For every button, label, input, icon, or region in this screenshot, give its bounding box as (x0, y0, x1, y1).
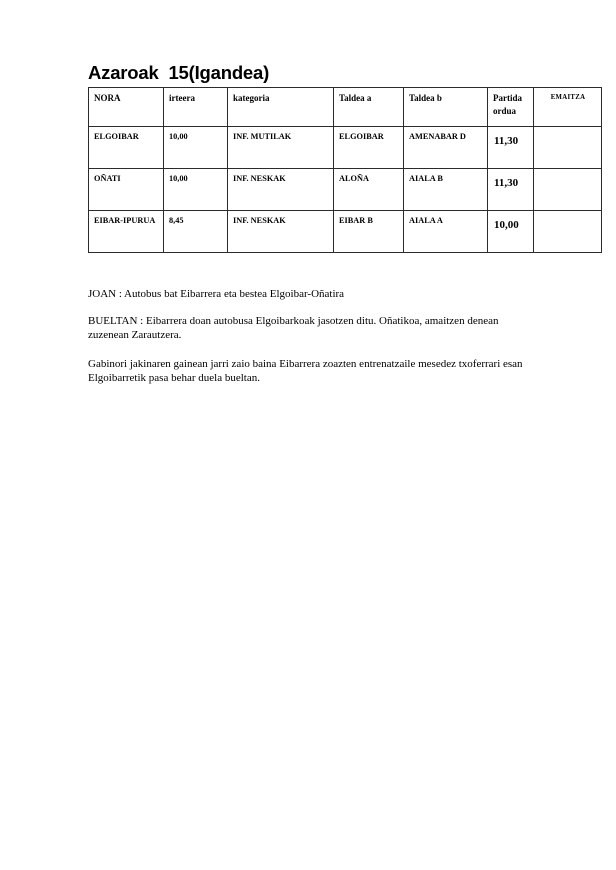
cell-partida-ordua: 11,30 (488, 169, 534, 211)
column-header-irteera: irteera (164, 88, 228, 127)
table-row (89, 169, 602, 211)
column-header-partida-ordua: Partida ordua (488, 88, 534, 127)
table-row (89, 211, 602, 253)
cell-taldea-a: ALOÑA (334, 169, 404, 211)
column-header-emaitza: EMAITZA (534, 88, 602, 127)
cell-emaitza (534, 169, 602, 211)
cell-nora: OÑATI (89, 169, 164, 211)
notes-section (88, 287, 528, 386)
cell-taldea-b: AMENABAR D (404, 127, 488, 169)
cell-kategoria: INF. NESKAK (228, 169, 334, 211)
cell-kategoria: INF. NESKAK (228, 211, 334, 253)
match-schedule-table (88, 87, 602, 253)
cell-taldea-a: EIBAR B (334, 211, 404, 253)
column-header-nora: NORA (89, 88, 164, 127)
table-header-row (89, 88, 602, 127)
cell-taldea-b: AIALA A (404, 211, 488, 253)
cell-irteera: 10,00 (164, 169, 228, 211)
cell-emaitza (534, 127, 602, 169)
cell-irteera: 10,00 (164, 127, 228, 169)
note-joan: JOAN : Autobus bat Eibarrera eta bestea Elgoibar-Oñatira (88, 288, 345, 300)
cell-irteera: 8,45 (164, 211, 228, 253)
column-header-taldea-b: Taldea b (404, 88, 488, 127)
note-bueltan: BUELTAN : Eibarrera doan autobusa Elgoibarkoak jasotzen ditu. Oñatikoa, amaitzen denean zuzenean Zarautzera. (88, 314, 499, 341)
cell-kategoria: INF. MUTILAK (228, 127, 334, 169)
cell-taldea-b: AIALA B (404, 169, 488, 211)
document-body (88, 62, 601, 386)
column-header-kategoria: kategoria (228, 88, 334, 127)
column-header-taldea-a: Taldea a (334, 88, 404, 127)
cell-partida-ordua: 11,30 (488, 127, 534, 169)
cell-taldea-a: ELGOIBAR (334, 127, 404, 169)
note-gabinori: Gabinori jakinaren gainean jarri zaio baina Eibarrera zoazten entrenatzaile mesedez txoferrari esan Elgoibarretik pasa behar duela bueltan. (88, 357, 523, 384)
cell-nora: ELGOIBAR (89, 127, 164, 169)
cell-nora: EIBAR-IPURUA (89, 211, 164, 253)
table-row (89, 127, 602, 169)
page-title: Azaroak 15(Igandea) (88, 62, 270, 83)
cell-partida-ordua: 10,00 (488, 211, 534, 253)
cell-emaitza (534, 211, 602, 253)
